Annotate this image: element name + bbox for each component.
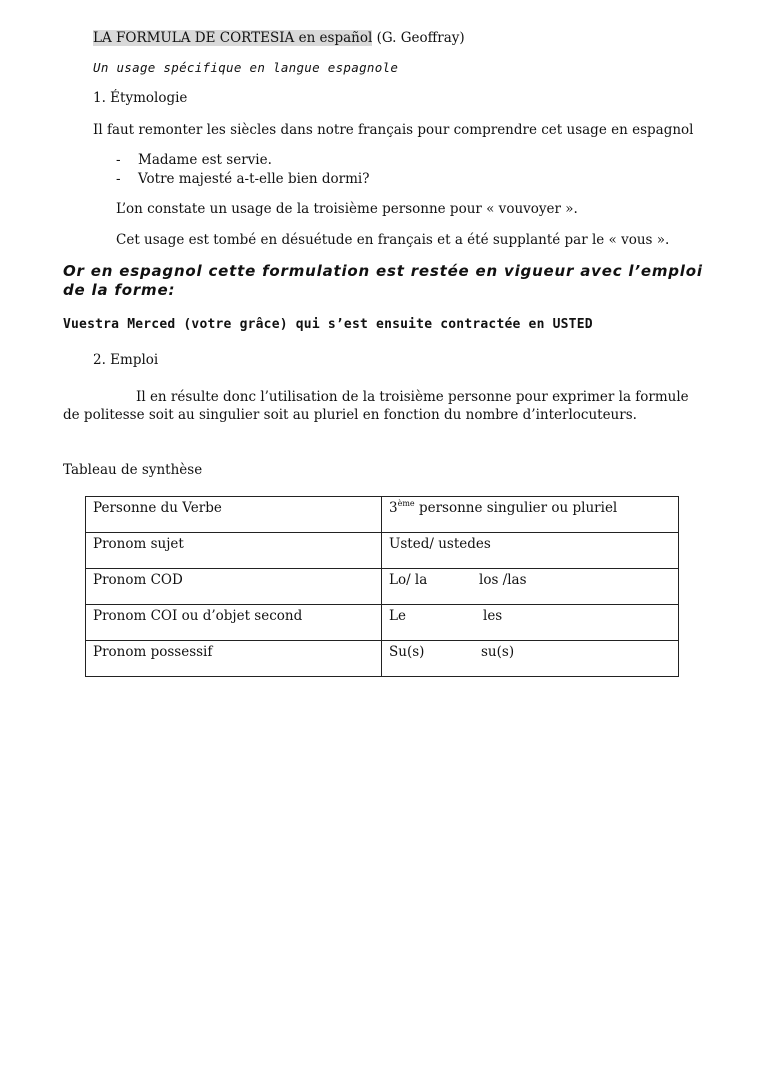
table-row [86, 605, 679, 641]
bullet-dash-1: - [116, 152, 121, 168]
table-cell-label: Personne du Verbe [86, 497, 382, 533]
observation-2: Cet usage est tombé en désuétude en français et a été supplanté par le « vous ». [116, 232, 670, 248]
section2-paragraph-line-1: Il en résulte donc l’utilisation de la troisième personne pour exprimer la formule [136, 389, 689, 405]
table-row [86, 497, 679, 533]
table-row [86, 533, 679, 569]
title-author: (G. Geoffray) [376, 30, 465, 46]
table-cell-value [382, 605, 679, 641]
subtitle: Un usage spécifique en langue espagnole [93, 60, 399, 75]
section2-paragraph-line-2: de politesse soit au singulier soit au pluriel en fonction du nombre d’interlocuteurs. [63, 407, 637, 423]
table-row [86, 569, 679, 605]
bullet-dash-2: - [116, 171, 121, 187]
section1-intro: Il faut remonter les siècles dans notre français pour comprendre cet usage en espagnol [93, 122, 694, 138]
table-cell-label: Pronom COD [86, 569, 382, 605]
bullet-item-1: Madame est servie. [138, 152, 272, 168]
title-highlighted: LA FORMULA DE CORTESIA en español [93, 30, 373, 46]
table-cell-value [382, 641, 679, 677]
observation-1: L’on constate un usage de la troisième personne pour « vouvoyer ». [116, 201, 578, 217]
value-plural: su(s) [481, 644, 515, 660]
emphasis-line-1: Or en espagnol cette formulation est restée en vigueur avec l’emploi [63, 262, 703, 280]
value-singular: Su(s) [389, 644, 425, 660]
value-number: 3 [389, 500, 398, 516]
section2-heading: 2. Emploi [93, 352, 159, 368]
table-cell-label: Pronom sujet [86, 533, 382, 569]
table-caption: Tableau de synthèse [63, 462, 203, 478]
document-title [93, 30, 465, 46]
table-cell-value: Usted/ ustedes [382, 533, 679, 569]
table-row [86, 641, 679, 677]
table-cell-value [382, 569, 679, 605]
value-plural: los /las [479, 572, 527, 588]
value-rest: personne singulier ou pluriel [414, 500, 618, 516]
section1-heading: 1. Étymologie [93, 90, 188, 106]
value-superscript: ème [397, 499, 415, 508]
value-singular: Lo/ la [389, 572, 428, 588]
table-cell-value [382, 497, 679, 533]
value-singular: Le [389, 608, 406, 624]
emphasis-line-2: de la forme: [63, 281, 176, 299]
table-cell-label: Pronom possessif [86, 641, 382, 677]
synthesis-table [85, 496, 679, 677]
usted-line: Vuestra Merced (votre grâce) qui s’est ensuite contractée en USTED [63, 317, 593, 332]
table-cell-label: Pronom COI ou d’objet second [86, 605, 382, 641]
bullet-item-2: Votre majesté a-t-elle bien dormi? [138, 171, 370, 187]
value-plural: les [483, 608, 503, 624]
